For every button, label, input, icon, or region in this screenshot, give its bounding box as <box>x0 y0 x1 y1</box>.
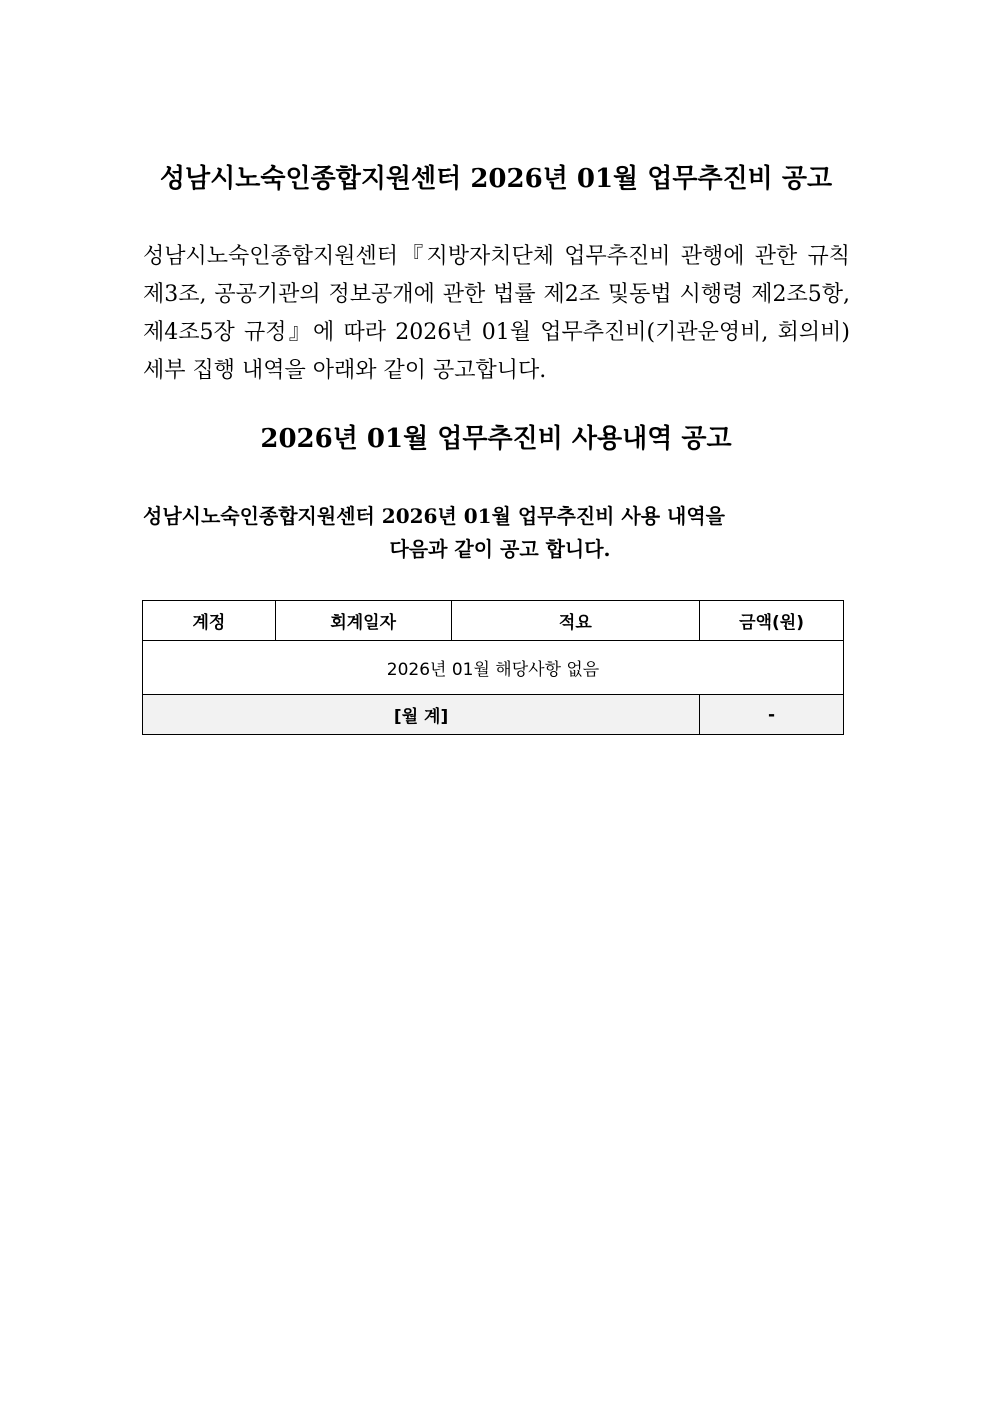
header-amount: 금액(원) <box>700 601 844 641</box>
header-description: 적요 <box>451 601 700 641</box>
total-value: - <box>700 695 844 735</box>
document-title: 성남시노숙인종합지원센터 2026년 01월 업무추진비 공고 <box>159 164 833 194</box>
total-label: [월 계] <box>143 695 700 735</box>
table-header-row <box>143 601 844 641</box>
section-subtitle: 2026년 01월 업무추진비 사용내역 공고 <box>260 424 732 454</box>
expense-table <box>142 600 844 735</box>
table-row <box>143 641 844 695</box>
no-entries-message: 2026년 01월 해당사항 없음 <box>143 641 844 695</box>
header-account: 계정 <box>143 601 276 641</box>
notice-text-line-2: 다음과 같이 공고 합니다. <box>389 537 611 561</box>
intro-paragraph: 성남시노숙인종합지원센터『지방자치단체 업무추진비 관행에 관한 규칙 제3조, 공공기관의 정보공개에 관한 법률 제2조 및동법 시행령 제2조5항, 제4조5장 규정』에 따라 2026년 01월 업무추진비(기관운영비, 회의비) 세부 집행 내역을 아래와 같이 공고합니다. <box>143 244 850 383</box>
header-accounting-date: 회계일자 <box>275 601 451 641</box>
notice-text-line-1: 성남시노숙인종합지원센터 2026년 01월 업무추진비 사용 내역을 <box>143 504 725 528</box>
total-row <box>143 695 844 735</box>
